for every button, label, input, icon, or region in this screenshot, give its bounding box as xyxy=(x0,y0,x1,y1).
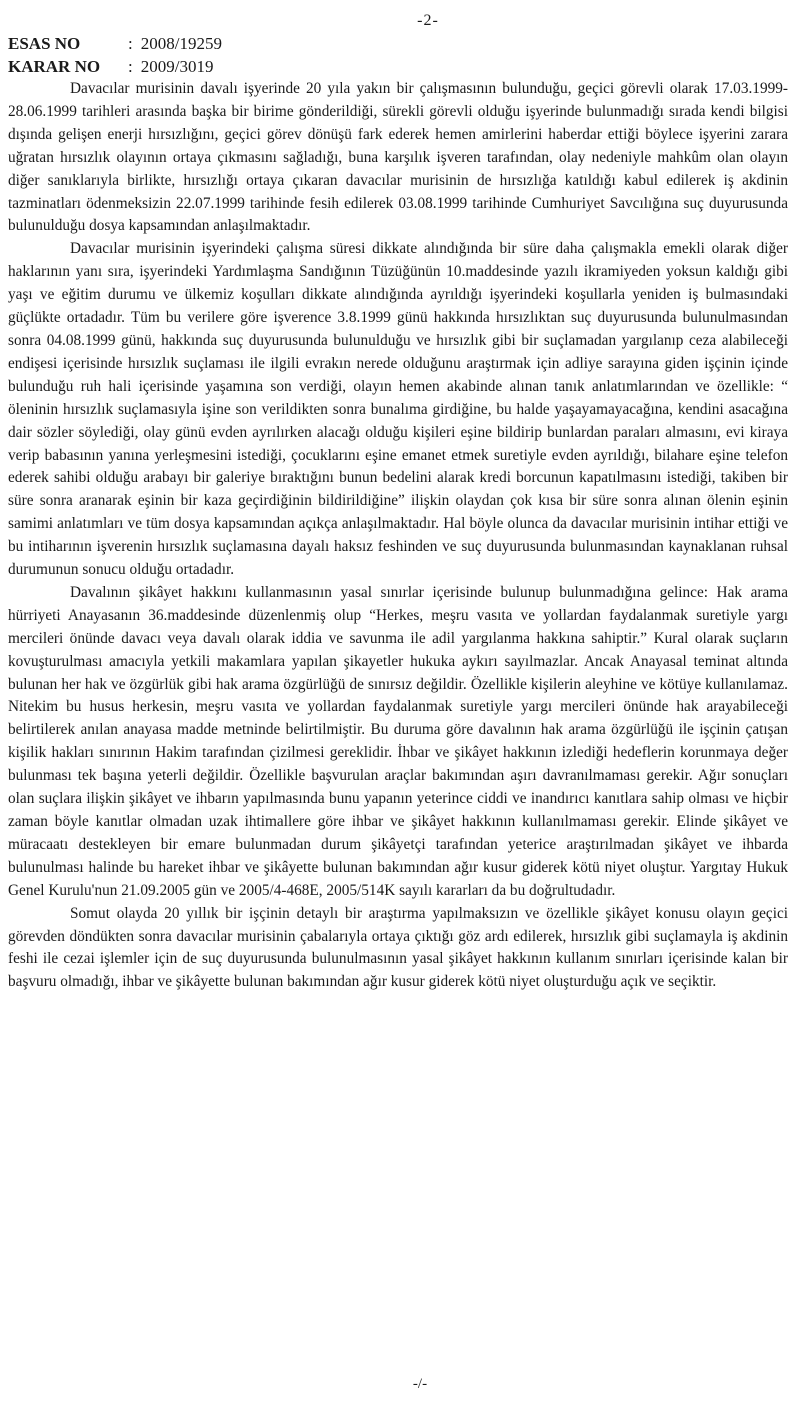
paragraph-1: Davacılar murisinin davalı işyerinde 20 yıla yakın bir çalışmasının bulunduğu, geçici görevli olarak 17.03.1999-28.06.1999 tarihleri arasında başka bir birime gönderildiği, sürekli görevli olduğu işyerinde bulunmadığı sırada kendi bilgisi dışında gelişen enerji hırsızlığını, geçici görev dönüşü fark ederek hemen amirlerini haberdar ettiği böylece işyerini zarara uğratan hırsızlık olayının ortaya çıkmasını sağladığı, buna karşılık işveren tarafından, olay nedeniyle mahkûm olan olayın diğer sanıklarıyla birlikte, hırsızlığı ortaya çıkaran davacılar murisinin de hırsızlığa katıldığı kabul edilerek iş akdinin tazminatları ödenmeksizin 22.07.1999 tarihinde fesih edilerek 03.08.1999 tarihinde Cumhuriyet Savcılığına suç duyurusunda bulunulduğu dosya kapsamından anlaşılmaktadır. xyxy=(8,80,788,235)
karar-no-separator: : xyxy=(128,57,133,76)
paragraph-4: Somut olayda 20 yıllık bir işçinin detaylı bir araştırma yapılmaksızın ve özellikle şikâyet konusu olayın geçici görevden döndükten sonra davacılar murisinin çabalarıyla ortaya çıktığı göz ardı edilerek, hırsızlık gibi suçlamayla iş akdinin feshi ile cezai işlemler için de suç duyurusunda bulunulmasının yasal şikâyet hakkının kullanım sınırları içerisinde kalan bir başvuru olmadığı, ihbar ve şikâyette bulunan bakımından ağır kusur giderek kötü niyet oluşturduğu açık ve seçiktir. xyxy=(8,904,788,991)
paragraph-3: Davalının şikâyet hakkını kullanmasının yasal sınırlar içerisinde bulunup bulunmadığına gelince: Hak arama hürriyeti Anayasanın 36.maddesinde düzenlenmiş olup “Herkes, meşru vasıta ve yollardan faydalanmak suretiyle yargı mercileri önünde davacı veya davalı olarak iddia ve savunma ile adil yargılanma hakkına sahiptir.” Kural olarak suçların kovuşturulması amacıyla yetkili makamlara yapılan şikayetler hukuka aykırı sayılmazlar. Ancak Anayasal teminat altında bulunan her hak ve özgürlük gibi hak arama özgürlüğü de sınırsız değildir. Özellikle kişilerin aleyhine ve kötüye kullanılamaz. Nitekim bu husus herkesin, meşru vasıta ve yollardan faydalanmak suretiyle yargı mercileri önünde hak arayabileceği belirtilerek anılan anayasa madde metninde belirtilmiştir. Bu duruma göre davalının hak arama özgürlüğü ile işçinin çatışan kişilik hakları sınırının Hakim tarafından çizilmesi gereklidir. İhbar ve şikâyet hakkının izlediği hedeflerin korunmaya değer bulunması tek başına yeterli değildir. Özellikle başvurulan araçlar bakımından aşırı davranılmaması gerekir. Ağır sonuçları olan suçlara ilişkin şikâyet ve ihbarın yapılmasında bunu yapanın yeterince ciddi ve inandırıcı kanıtlara sahip olması ve hiçbir zaman böyle kanıtlar olmadan uzak ihtimallere göre ihbar ve şikâyet hakkının kullanılmaması gerekir. Elinde şikâyet ve müracaatı destekleyen bir emare bulunmadan durum şikâyetçi tarafından yeterice araştırılmadan şikâyet ve ihbarda bulunulması halinde bu hareket ihbar ve şikâyette bulunan bakımından ağır kusur giderek kötü niyet oluştur. Yargıtay Hukuk Genel Kurulu'nun 21.09.2005 gün ve 2005/4-468E, 2005/514K sayılı kararları da bu doğrultudadır. xyxy=(8,583,788,899)
paragraph-2: Davacılar murisinin işyerindeki çalışma süresi dikkate alındığında bir süre daha çalışmakla emekli olarak diğer haklarının yanı sıra, işyerindeki Yardımlaşma Sandığının Tüzüğünün 10.maddesinde yazılı ikramiyeden yoksun kaldığı gibi yaşı ve eğitim durumu ve ülkemiz koşulları dikkate alındığında ayrıldığı işyerindeki koşullarla yeniden iş bulmasındaki güçlükte ortadadır. Tüm bu verilere göre işverence 3.8.1999 günü hakkında hırsızlıktan suç duyurusunda bulunulmasından sonra 04.08.1999 günü, hakkında suç duyurusunda bulunulduğu ve hırsızlık gibi bir suçlamadan yargılanıp ceza alabileceği endişesi içerisinde hırsızlık suçlaması ile ilgili evrakın nerede olduğunu araştırmak için adliye sarayına giden işçinin içinde bulunduğu ruh hali içerisinde yaşamına son verdiği, olayın hemen akabinde alınan tanık anlatımlarından ve özellikle: “ öleninin hırsızlık suçlamasıyla işine son verildikten sonra bunalıma girdiğine, bu halde yaşayamayacağına, kendini asacağına dair sözler söylediği, olay günü evden ayrılırken alacağı olduğu kişileri eşine bildirip bunlardan paraları almasını, evi kiraya verip babasının yanına yerleşmesini istediği, çocuklarını eşine emanet etmek suretiyle evden ayrıldığı, bilahare eşine telefon ederek sahibi olduğu arabayı bir galeriye bıraktığını bunun bedelini alarak kredi borcunun kapatılmasını istediği, takiben bir süre sonra aranarak eşinin bir kaza geçirdiğinin bildirildiğine” ilişkin olaydan çok kısa bir süre sonra alınan ölenin eşinin samimi anlatımları ve tüm dosya kapsamından açıkça anlaşılmaktadır. Hal böyle olunca da davacılar murisinin intihar ettiği ve bu intiharının işverenin hırsızlık suçlamasına dayalı haksız feshinden ve suç duyurusunda bulunmasından kaynaklanan ruhsal durumunun sonucu olduğu ortadadır. xyxy=(8,240,788,579)
karar-no-label: KARAR NO xyxy=(8,57,101,76)
esas-no-separator: : xyxy=(128,34,133,53)
page-number: -2- xyxy=(417,12,439,29)
karar-no-value: 2009/3019 xyxy=(140,57,214,76)
continuation-mark: -/- xyxy=(412,1376,428,1392)
karar-no-line xyxy=(8,55,788,78)
esas-no-label: ESAS NO xyxy=(8,34,81,53)
esas-no-line xyxy=(8,32,788,55)
esas-no-value: 2008/19259 xyxy=(140,34,222,53)
